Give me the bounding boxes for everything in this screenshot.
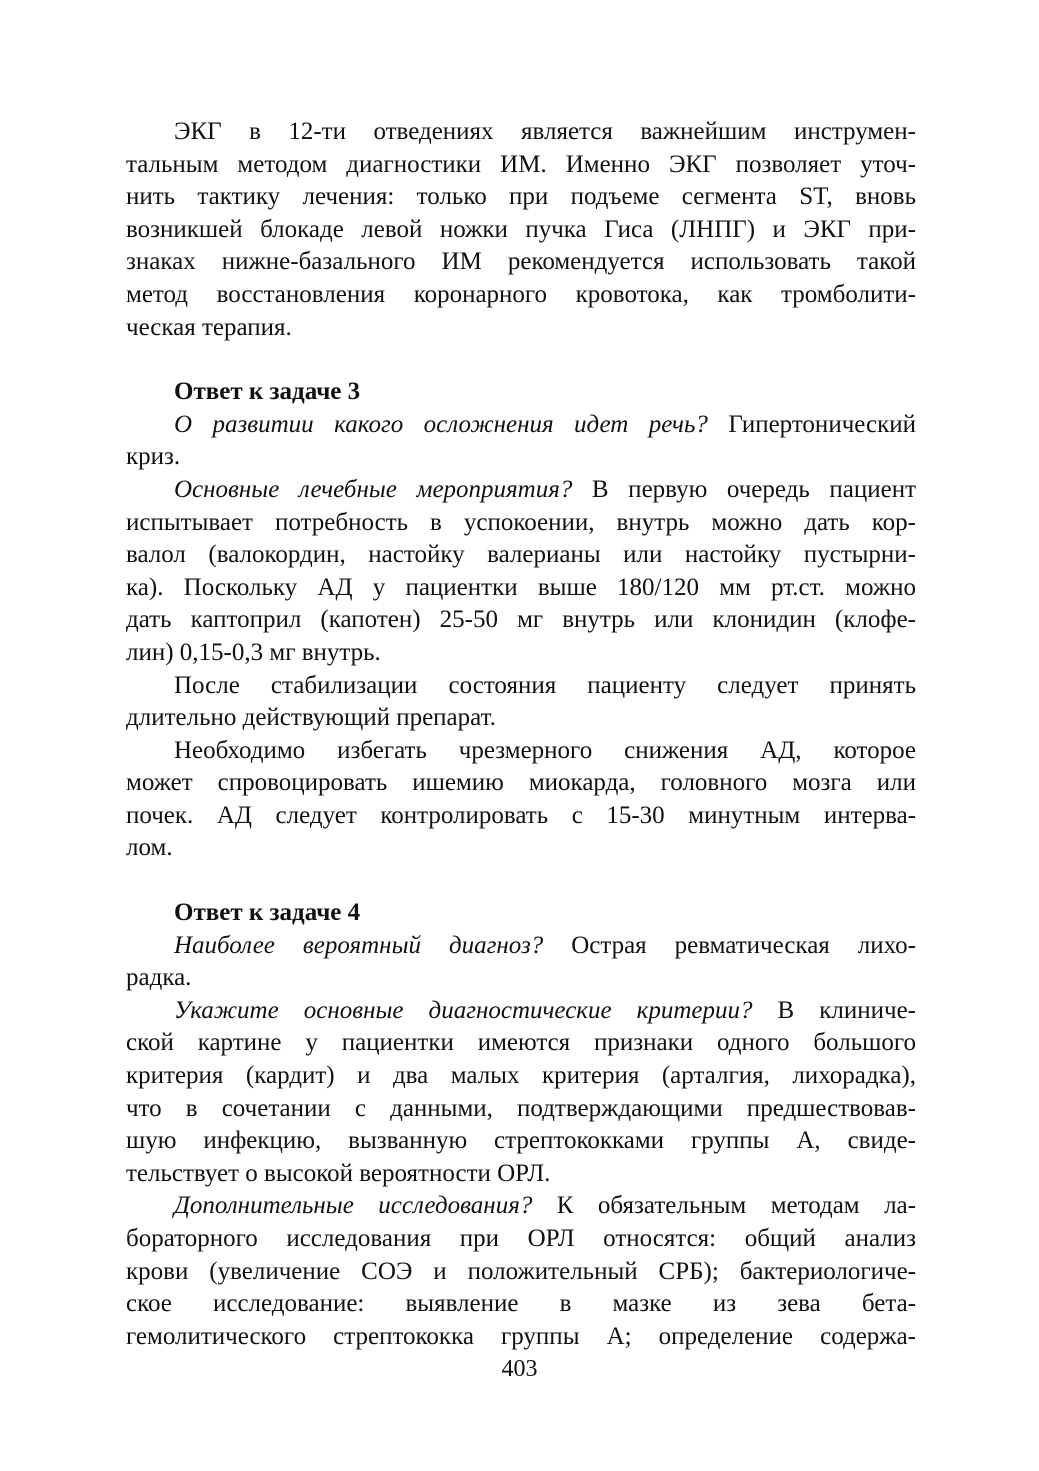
text-line: метод восстановления коронарного кровотока, как тромболити-	[126, 280, 916, 308]
answer-text: Острая ревматическая лихо-	[543, 931, 916, 959]
answer-3-paragraph-3	[126, 670, 916, 735]
text-line: тальным методом диагностики ИМ. Именно ЭКГ позволяет уточ-	[126, 150, 916, 178]
text-line: ка). Поскольку АД у пациентки выше 180/120 мм рт.ст. можно	[126, 573, 916, 601]
text-line: дать каптоприл (капотен) 25-50 мг внутрь или клонидин (клофе-	[126, 606, 916, 634]
question-text: Основные лечебные мероприятия?	[174, 475, 573, 503]
text-line: лин) 0,15-0,3 мг внутрь.	[126, 638, 381, 666]
answer-3-question-2	[126, 474, 916, 670]
text-line	[126, 930, 916, 963]
question-text: Укажите основные диагностические критерии?	[174, 996, 753, 1024]
text-line: может спровоцировать ишемию миокарда, головного мозга или	[126, 769, 916, 797]
answer-text: В клиниче-	[752, 996, 916, 1024]
text-line: лом.	[126, 834, 173, 862]
question-text: О развитии какого осложнения идет речь?	[174, 410, 708, 438]
text-line: гемолитического стрептококка группы А; определение содержа-	[126, 1322, 916, 1350]
text-line: тельствует о высокой вероятности ОРЛ.	[126, 1159, 551, 1187]
text-line: критерия (кардит) и два малых критерия (арталгия, лихорадка),	[126, 1062, 916, 1090]
text-line	[126, 995, 916, 1028]
answer-text: В первую очередь пациент	[572, 475, 916, 503]
text-line: что в сочетании с данными, подтверждающими предшествовав-	[126, 1094, 916, 1122]
text-line: знаках нижне-базального ИМ рекомендуется использовать такой	[126, 248, 916, 276]
text-line: радка.	[126, 964, 192, 992]
text-line: крови (увеличение СОЭ и положительный СРБ); бактериологиче-	[126, 1257, 916, 1285]
paragraph-ecg	[126, 116, 916, 344]
text-line: Необходимо избегать чрезмерного снижения АД, которое	[174, 736, 916, 764]
text-line	[126, 474, 916, 507]
text-line: возникшей блокаде левой ножки пучка Гиса (ЛНПГ) и ЭКГ при-	[126, 215, 916, 243]
answer-text: Гипертонический	[707, 410, 916, 438]
answer-4-question-3	[126, 1190, 916, 1353]
text-line: ческая терапия.	[126, 313, 292, 341]
text-line: ской картине у пациентки имеются признаки одного большого	[126, 1029, 916, 1057]
answer-3-paragraph-4	[126, 735, 916, 865]
answer-text: К обязательным методам ла-	[532, 1192, 916, 1220]
text-line: криз.	[126, 443, 181, 471]
answer-3-question-1	[126, 409, 916, 474]
text-line	[126, 409, 916, 442]
text-line: валол (валокордин, настойку валерианы или настойку пустырни-	[126, 541, 916, 569]
text-line: испытывает потребность в успокоении, внутрь можно дать кор-	[126, 508, 916, 536]
question-text: Дополнительные исследования?	[174, 1192, 533, 1220]
text-line: бораторного исследования при ОРЛ относятся: общий анализ	[126, 1225, 916, 1252]
text-line	[126, 1190, 916, 1223]
text-line: нить тактику лечения: только при подъеме сегмента ST, вновь	[126, 183, 916, 211]
heading-answer-3: Ответ к задаче 3	[174, 378, 361, 406]
text-line: почек. АД следует контролировать с 15-30 минутным интерва-	[126, 801, 916, 829]
text-line: После стабилизации состояния пациенту следует принять	[174, 671, 916, 699]
answer-4-question-2	[126, 995, 916, 1191]
text-line: ское исследование: выявление в мазке из зева бета-	[126, 1290, 916, 1318]
page-number: 403	[501, 1356, 538, 1382]
text-line: длительно действующий препарат.	[126, 704, 496, 732]
text-line: шую инфекцию, вызванную стрептококками группы А, свиде-	[126, 1127, 916, 1155]
question-text: Наиболее вероятный диагноз?	[174, 931, 544, 959]
answer-4-question-1	[126, 930, 916, 995]
text-line: ЭКГ в 12-ти отведениях является важнейшим инструмен-	[174, 118, 916, 145]
page-text	[126, 116, 916, 1353]
heading-answer-4: Ответ к задаче 4	[174, 899, 361, 927]
